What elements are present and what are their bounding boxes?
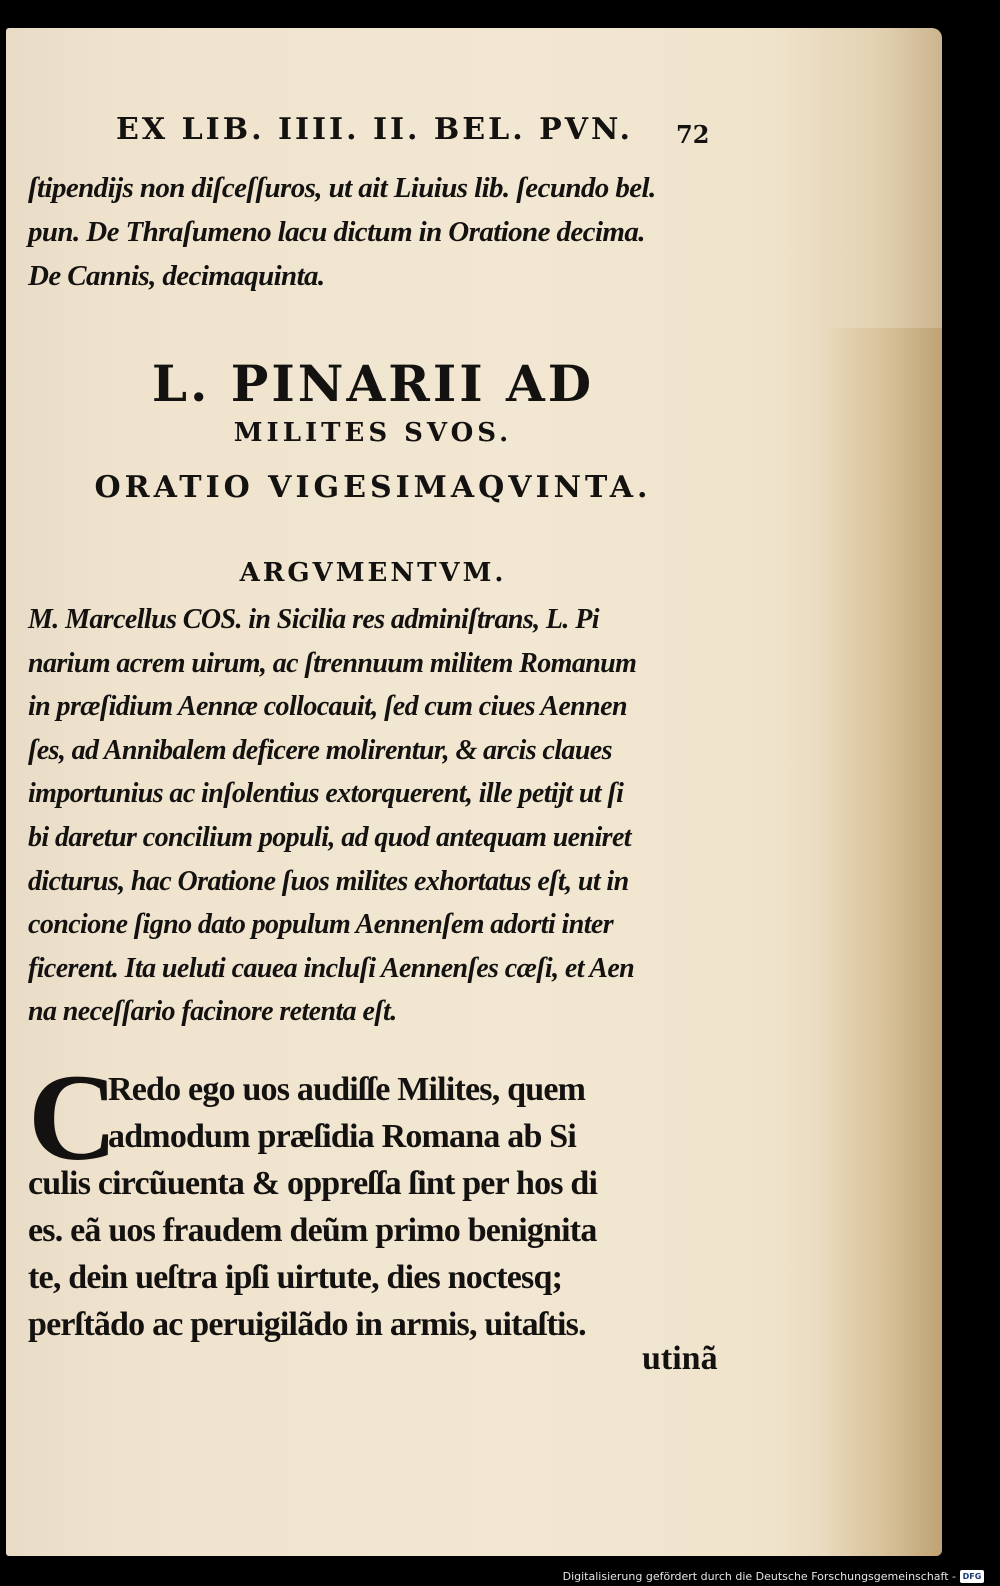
running-head: EX LIB. IIII. II. BEL. PVN.	[116, 112, 633, 147]
oration-line: admodum præſidia Romana ab Si	[108, 1118, 577, 1155]
oration-number-heading: ORATIO VIGESIMAQVINTA.	[94, 470, 652, 505]
oration-line: te, dein ueſtra ipſi uirtute, dies noctesq;	[28, 1259, 563, 1296]
dfg-logo: DFG	[960, 1570, 984, 1583]
previous-oration-ending: ſtipendijs non diſceſſuros, ut ait Liuius lib. ſecundo bel. pun. De Thraſumeno lacu dictum in Oratione decima. De Cannis, decimaquinta.	[28, 172, 656, 292]
drop-cap: C	[28, 1049, 118, 1186]
argument-paragraph: M. Marcellus COS. in Sicilia res adminiſtrans, L. Pi narium acrem uirum, ac ſtrennuum militem Romanum in præſidium Aennæ collocauit, ſed cum ciues Aennen ſes, ad Annibalem deficere molirentur, & arcis claues importunius ac inſolentius extorquerent, ille petijt ut ſi bi daretur concilium populi, ad quod antequam ueniret dicturus, hac Oratione ſuos milites exhortatus eſt, ut in concione ſigno dato populum Aennenſem adorti inter ficerent. Ita ueluti cauea incluſi Aennenſes cæſi, et Aen na neceſſario facinore retenta eſt.	[28, 604, 637, 1028]
oration-title: L. PINARII AD	[151, 354, 595, 413]
catchword: utinã	[642, 1340, 718, 1377]
book-page	[6, 28, 942, 1556]
oration-line: perſtãdo ac peruigilãdo in armis, uitaſtis.	[28, 1306, 586, 1343]
digitization-credit: Digitalisierung gefördert durch die Deutsche Forschungsgemeinschaft -	[562, 1570, 956, 1583]
folio-number: 72	[676, 120, 710, 149]
oration-text	[28, 1049, 718, 1348]
oration-line: culis circũuenta & oppreſſa ſint per hos di	[28, 1165, 598, 1202]
oration-subtitle: MILITES SVOS.	[233, 418, 513, 448]
oration-line: es. eã uos fraudem deũm primo benignita	[28, 1212, 597, 1249]
oration-line: Redo ego uos audiſſe Milites, quem	[108, 1071, 586, 1108]
argumentum-heading: ARGVMENTVM.	[239, 558, 507, 588]
page-stain	[822, 328, 942, 1556]
